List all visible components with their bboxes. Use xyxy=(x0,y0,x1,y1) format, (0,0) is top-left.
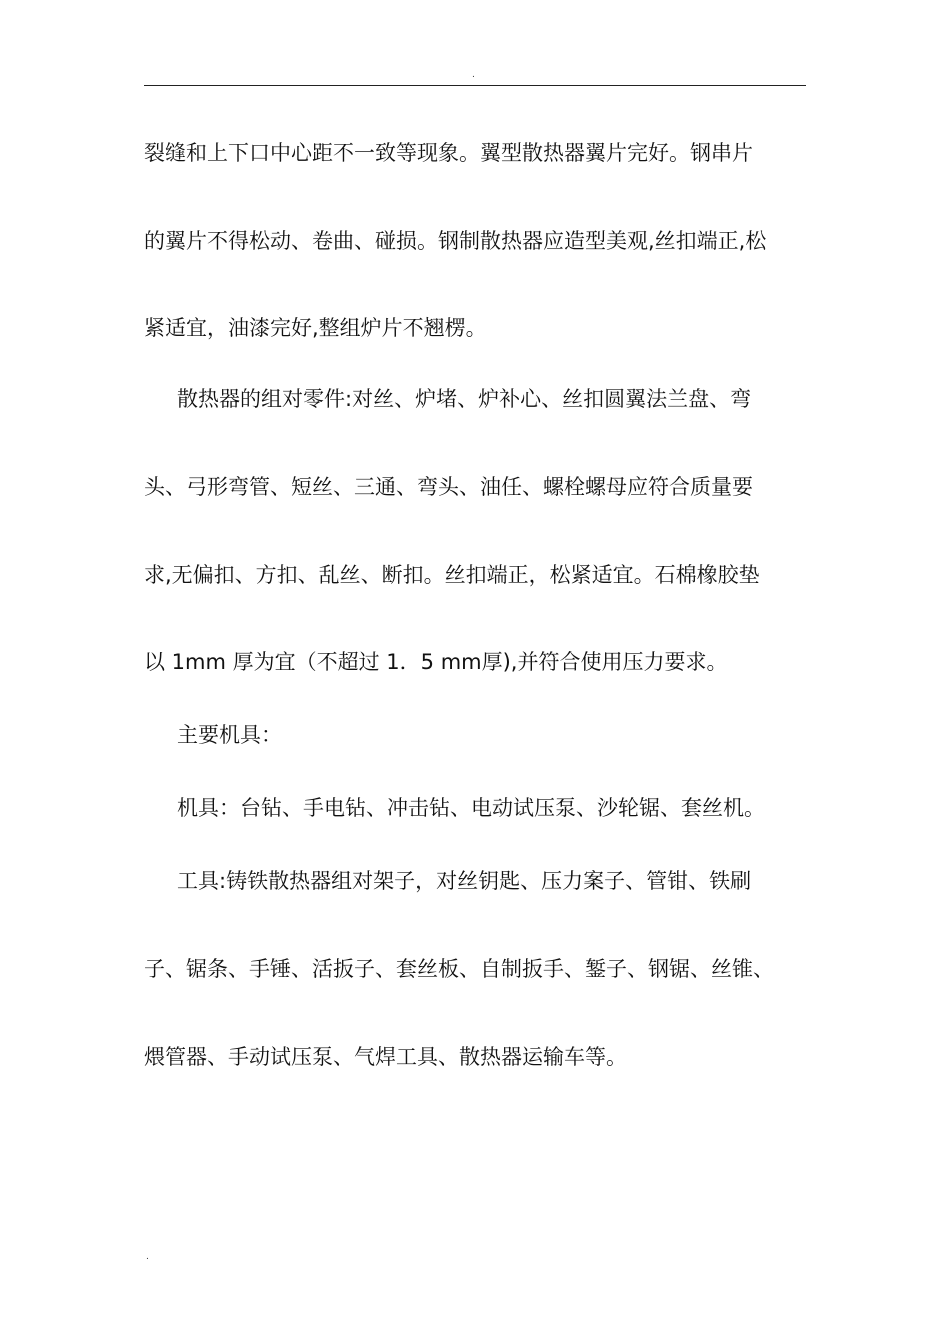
body-line: 求,无偏扣、方扣、乱丝、断扣。丝扣端正，松紧适宜。石棉橡胶垫 xyxy=(144,563,760,587)
section-heading: 主要机具： xyxy=(177,723,282,747)
body-line: 散热器的组对零件:对丝、炉堵、炉补心、丝扣圆翼法兰盘、弯 xyxy=(177,387,752,411)
body-line: 工具:铸铁散热器组对架子，对丝钥匙、压力案子、管钳、铁刷 xyxy=(177,869,752,893)
body-line: 以 1mm 厚为宜（不超过 1．5 mm厚),并符合使用压力要求。 xyxy=(144,650,728,674)
body-line: 机具：台钻、手电钻、冲击钻、电动试压泵、沙轮锯、套丝机。 xyxy=(177,796,765,820)
body-line: 煨管器、手动试压泵、气焊工具、散热器运输车等。 xyxy=(144,1045,627,1069)
footer-dot: . xyxy=(146,1252,149,1262)
body-line: 裂缝和上下口中心距不一致等现象。翼型散热器翼片完好。钢串片 xyxy=(144,141,753,165)
body-line: 的翼片不得松动、卷曲、碰损。钢制散热器应造型美观,丝扣端正,松 xyxy=(144,229,767,253)
header-dot: . xyxy=(472,70,475,80)
body-line: 头、弓形弯管、短丝、三通、弯头、油任、螺栓螺母应符合质量要 xyxy=(144,475,753,499)
header-rule xyxy=(144,85,806,86)
body-line: 子、锯条、手锤、活扳子、套丝板、自制扳手、錾子、钢锯、丝锥、 xyxy=(144,957,774,981)
body-line: 紧适宜，油漆完好,整组炉片不翘楞。 xyxy=(144,316,487,340)
